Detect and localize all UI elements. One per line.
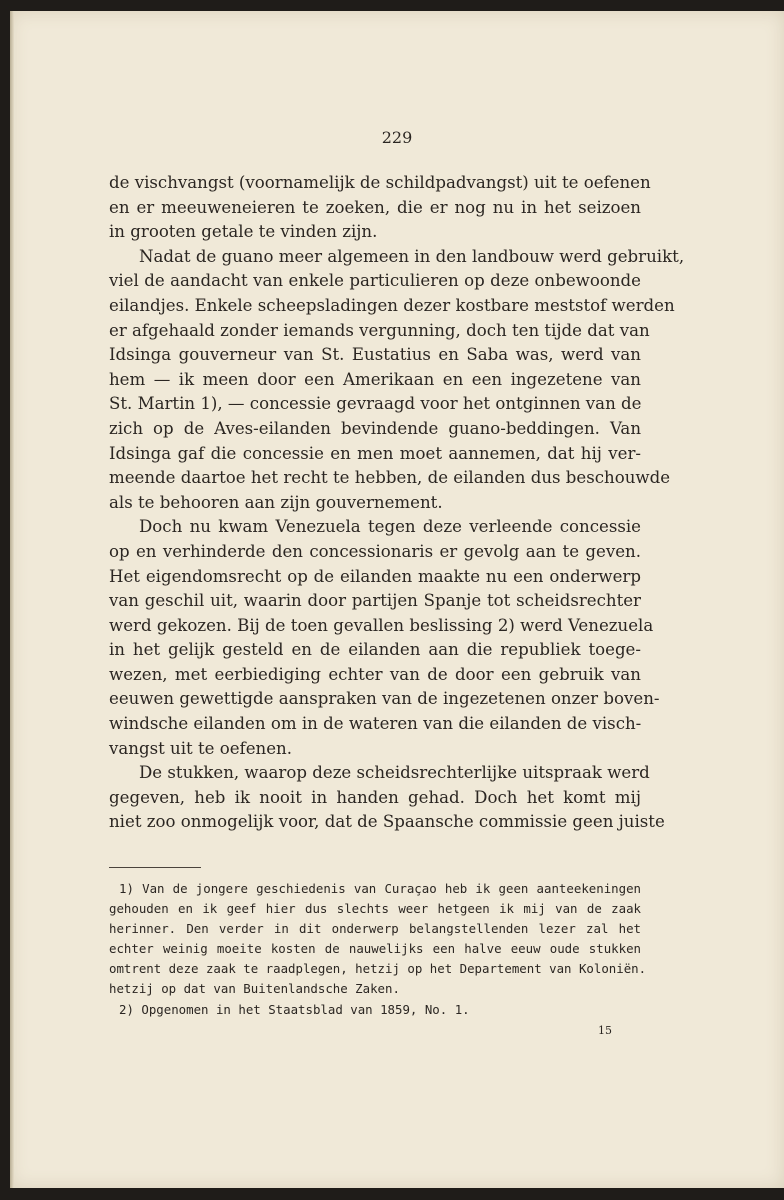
- footnote-line: echter weinig moeite kosten de nauwelijks een halve eeuw oude stukken: [109, 941, 641, 957]
- text-line: wezen, met eerbiediging echter van de door een gebruik van: [109, 664, 641, 684]
- footnote-line: gehouden en ik geef hier dus slechts weer hetgeen ik mij van de zaak: [109, 901, 641, 917]
- page-number: 229: [381, 128, 413, 147]
- text-line: op en verhinderde den concessionaris er gevolg aan te geven.: [109, 541, 641, 561]
- signature-mark: 15: [598, 1024, 612, 1037]
- footnote-line: 1) Van de jongere geschiedenis van Curaçao heb ik geen aanteekeningen: [119, 881, 641, 896]
- text-line: vangst uit te oefenen.: [109, 738, 292, 758]
- text-line: Idsinga gaf die concessie en men moet aannemen, dat hij ver-: [109, 443, 641, 463]
- footnote-divider: [109, 867, 201, 868]
- footnote-line: 2) Opgenomen in het Staatsblad van 1859, No. 1.: [119, 1001, 470, 1017]
- text-line: in het gelijk gesteld en de eilanden aan die republiek toege-: [109, 640, 641, 660]
- text-line: Idsinga gouverneur van St. Eustatius en Saba was, werd van: [109, 345, 641, 365]
- text-line: gegeven, heb ik nooit in handen gehad. Doch het komt mij: [109, 787, 641, 807]
- text-line: zich op de Aves-eilanden bevindende guano-beddingen. Van: [109, 418, 641, 438]
- text-line: van geschil uit, waarin door partijen Spanje tot scheidsrechter: [109, 591, 641, 611]
- body-text: [109, 171, 685, 835]
- text-line: windsche eilanden om in de wateren van die eilanden de visch-: [109, 714, 642, 734]
- text-line: meende daartoe het recht te hebben, de eilanden dus beschouwde: [109, 468, 671, 488]
- text-line: eeuwen gewettigde aanspraken van de ingezetenen onzer boven-: [109, 689, 660, 709]
- text-line: viel de aandacht van enkele particulieren op deze onbewoonde: [109, 271, 641, 291]
- text-line: eilandjes. Enkele scheepsladingen dezer kostbare meststof werden: [109, 295, 675, 315]
- footnote-line: herinner. Den verder in dit onderwerp belangstellenden lezer zal het: [109, 921, 641, 937]
- text-line: niet zoo onmogelijk voor, dat de Spaansche commissie geen juiste: [109, 812, 665, 832]
- text-line: werd gekozen. Bij de toen gevallen beslissing 2) werd Venezuela: [109, 615, 654, 635]
- footnote-line: hetzij op dat van Buitenlandsche Zaken.: [109, 981, 400, 997]
- text-line: Het eigendomsrecht op de eilanden maakte nu een onderwerp: [109, 566, 641, 586]
- text-line: hem — ik meen door een Amerikaan en een ingezetene van: [109, 369, 641, 389]
- text-line: Doch nu kwam Venezuela tegen deze verleende concessie: [139, 517, 641, 537]
- text-line: als te behooren aan zijn gouvernement.: [109, 492, 443, 512]
- text-line: en er meeuweneieren te zoeken, die er nog nu in het seizoen: [109, 197, 641, 217]
- text-line: St. Martin 1), — concessie gevraagd voor het ontginnen van de: [109, 394, 642, 414]
- footnotes: [109, 879, 647, 1020]
- footnote-line: omtrent deze zaak te raadplegen, hetzij op het Departement van Koloniën.: [109, 961, 647, 977]
- text-line: de vischvangst (voornamelijk de schildpadvangst) uit te oefenen: [109, 173, 651, 192]
- text-line: Nadat de guano meer algemeen in den landbouw werd gebruikt,: [139, 246, 685, 266]
- text-line: De stukken, waarop deze scheidsrechterlijke uitspraak werd: [139, 763, 650, 783]
- book-page: [10, 11, 784, 1188]
- text-line: er afgehaald zonder iemands vergunning, doch ten tijde dat van: [109, 320, 650, 340]
- text-line: in grooten getale te vinden zijn.: [109, 222, 378, 242]
